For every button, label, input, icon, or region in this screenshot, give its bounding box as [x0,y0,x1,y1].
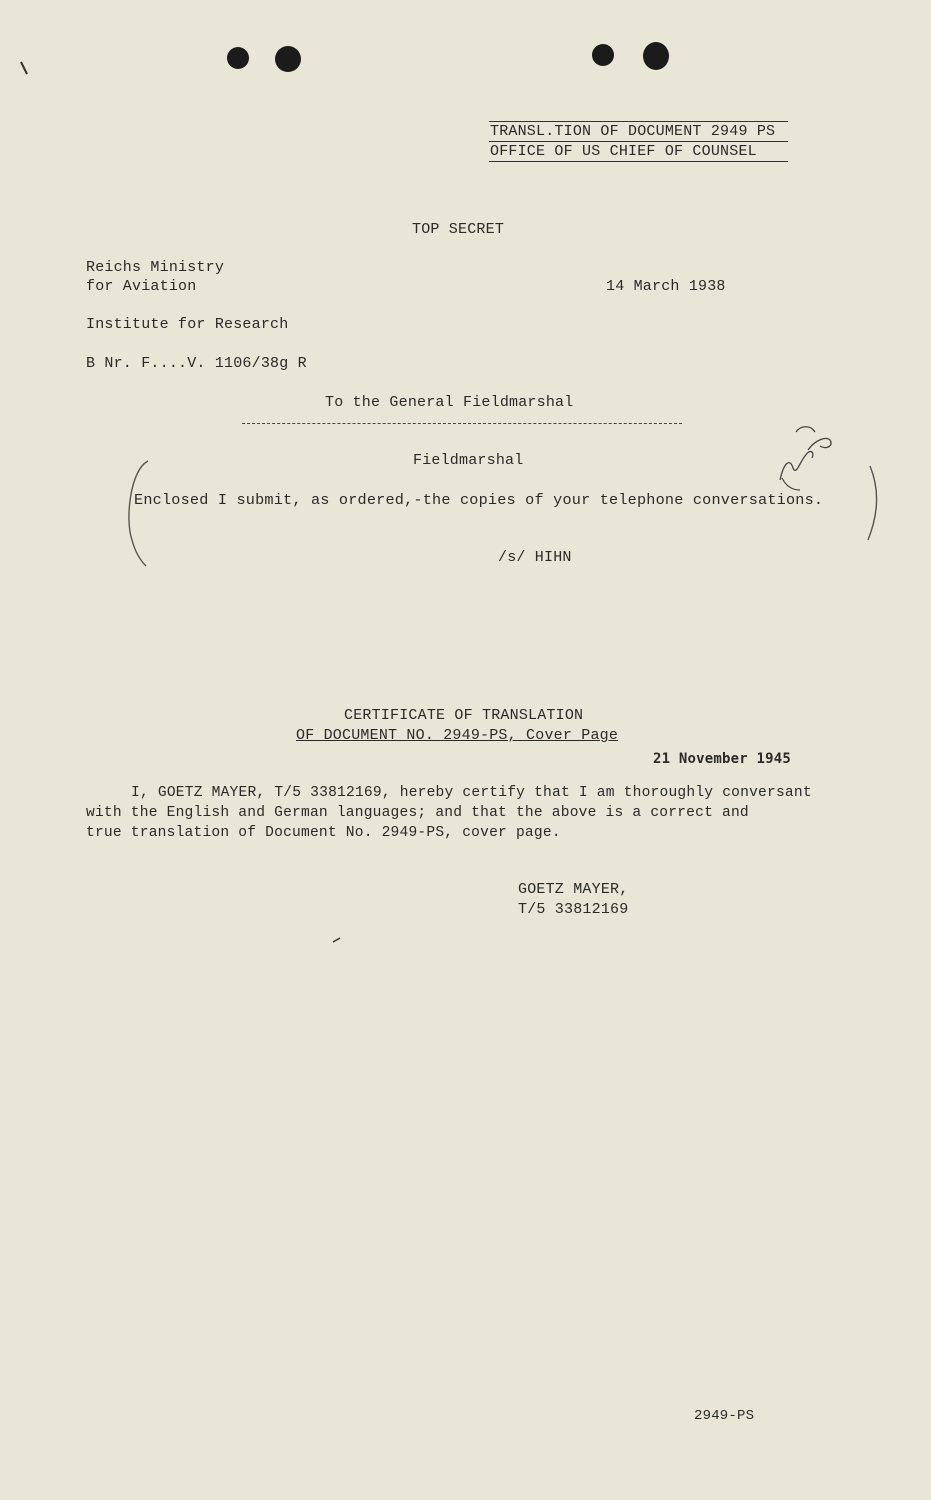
certificate-text-2: with the English and German languages; and that the above is a correct and [86,805,749,821]
addressee: To the General Fieldmarshal [325,394,574,411]
signer-id: T/5 33812169 [518,901,629,918]
header-line-1: TRANSL.TION OF DOCUMENT 2949 PS [490,123,776,140]
certificate-date: 21 November 1945 [653,751,792,767]
signer-name: GOETZ MAYER, [518,881,629,898]
sender-line-3: Institute for Research [86,316,289,333]
certificate-title-2: OF DOCUMENT NO. 2949-PS, Cover Page [296,727,619,744]
sender-line-2: for Aviation [86,278,197,295]
classification: TOP SECRET [412,221,505,238]
certificate-text-1: I, GOETZ MAYER, T/5 33812169, hereby certify that I am thoroughly conversant [131,785,812,801]
footer-document-number: 2949-PS [694,1408,755,1424]
reference-number: B Nr. F....V. 1106/38g R [86,355,307,372]
header-line-2: OFFICE OF US CHIEF OF COUNSEL [490,143,757,160]
letter-date: 14 March 1938 [606,278,726,295]
letter-body: Enclosed I submit, as ordered,-the copies of your telephone conversations. [134,491,824,509]
letter-signature: /s/ HIHN [498,549,572,566]
salutation: Fieldmarshal [413,452,524,469]
certificate-text-3: true translation of Document No. 2949-PS, cover page. [86,825,561,841]
certificate-title-1: CERTIFICATE OF TRANSLATION [344,707,584,724]
sender-line-1: Reichs Ministry [86,259,225,276]
